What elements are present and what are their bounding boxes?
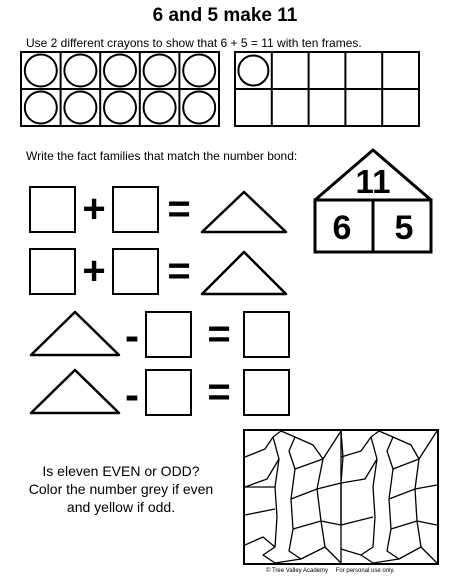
- equals-sign: =: [207, 312, 231, 356]
- number-bond-whole: 11: [355, 163, 391, 200]
- number-bond-part-a: 6: [332, 209, 352, 247]
- answer-box[interactable]: [243, 311, 290, 358]
- answer-box[interactable]: [145, 311, 192, 358]
- fact-family-instruction: Write the fact families that match the number bond:: [26, 149, 298, 163]
- footer-source: © Tree Valley Academy: [266, 568, 329, 574]
- ten-frame-2[interactable]: [234, 51, 420, 127]
- equals-sign: =: [167, 249, 191, 293]
- question-line: and yellow if odd.: [66, 499, 176, 515]
- footer-note: For personal use only.: [335, 568, 395, 574]
- number-bond-part-b: 5: [394, 209, 414, 247]
- answer-box[interactable]: [112, 186, 159, 233]
- answer-triangle[interactable]: [28, 367, 122, 417]
- even-odd-question: [12, 462, 230, 516]
- answer-box[interactable]: [29, 186, 76, 233]
- plus-sign: +: [82, 249, 106, 293]
- minus-sign: -: [125, 312, 139, 359]
- plus-sign: +: [82, 187, 106, 231]
- question-line: Is eleven EVEN or ODD?: [42, 463, 200, 479]
- answer-box[interactable]: [29, 248, 76, 295]
- equals-sign: =: [167, 187, 191, 231]
- question-line: Color the number grey if even: [28, 481, 214, 497]
- answer-triangle[interactable]: [28, 309, 122, 359]
- color-mosaic[interactable]: [243, 429, 439, 565]
- page-title: 6 and 5 make 11: [152, 5, 298, 26]
- answer-triangle[interactable]: [199, 249, 289, 297]
- ten-frame-instruction: Use 2 different crayons to show that 6 + 5 = 11 with ten frames.: [26, 36, 362, 50]
- equals-sign: =: [207, 370, 231, 414]
- answer-box[interactable]: [243, 369, 290, 416]
- answer-box[interactable]: [112, 248, 159, 295]
- ten-frame-1[interactable]: [20, 51, 220, 127]
- number-bond-house: [311, 148, 435, 254]
- answer-triangle[interactable]: [199, 189, 289, 235]
- minus-sign: -: [125, 371, 139, 418]
- footer: [266, 568, 401, 574]
- answer-box[interactable]: [145, 369, 192, 416]
